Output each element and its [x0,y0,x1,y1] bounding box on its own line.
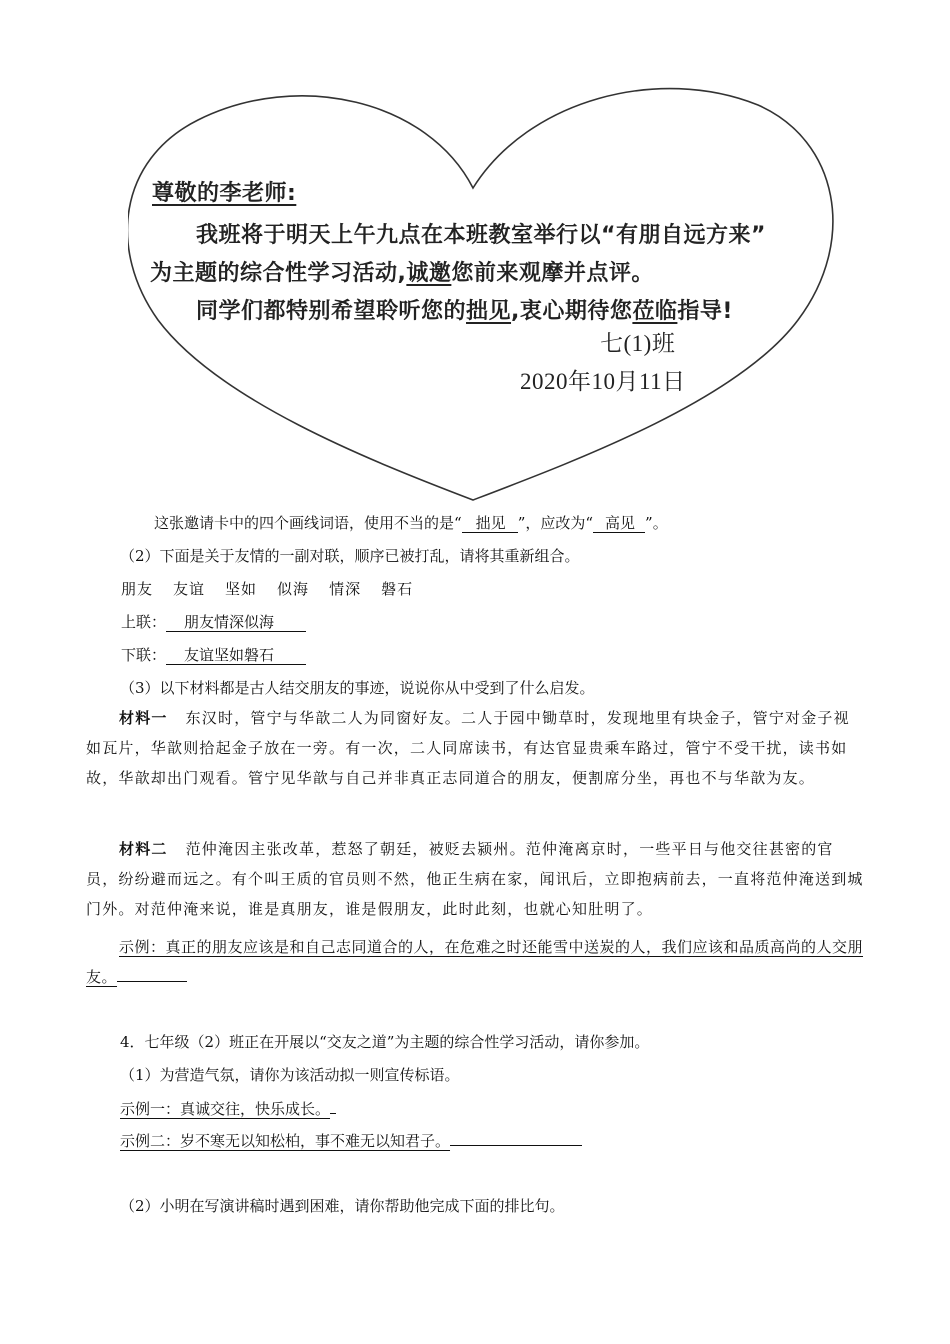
q3-example-text: 示例：真正的朋友应该是和自己志同道合的人，在危难之时还能雪中送炭的人，我们应该和品质高尚的人交朋友。 [86,938,864,986]
underlined-word-lilin: 莅临 [632,299,678,324]
underlined-word-chengyao: 诚邀 [406,261,452,286]
card-line-3-c: 指导! [677,299,733,324]
q4-example-1 [120,1098,336,1119]
card-line-2-a: 为主题的综合性学习活动, [150,261,407,286]
q4-example-1-text: 示例一：真诚交往，快乐成长。 [120,1100,331,1118]
card-date: 2020年10月11日 [520,369,686,394]
q2-lower-couplet [121,644,306,665]
card-line-1: 我班将于明天上午九点在本班教室举行以“有朋自远方来” [196,223,766,248]
q4-title: 4．七年级（2）班正在开展以“交友之道”为主题的综合性学习活动，请你参加。 [120,1033,650,1051]
heart-outline [128,80,838,505]
material-one-text: 东汉时，管宁与华歆二人为同窗好友。二人于园中锄草时，发现地里有块金子，管宁对金子视如瓦片，华歆则拾起金子放在一旁。有一次，二人同席读书，有达官显贵乘车路过，管宁不受干扰，读书如故，华歆却出门观看。管宁见华歆与自己并非真正志同道合的朋友，便割席分坐，再也不与华歆为友。 [86,709,850,787]
word-item: 磐石 [381,580,414,598]
card-line-3-a: 同学们都特别希望聆听您的 [196,299,467,324]
q2-upper-couplet [121,611,306,632]
upper-answer: 朋友情深似海 [166,614,306,632]
q3-example-answer [86,932,866,992]
card-salutation [152,176,296,207]
upper-label: 上联： [121,613,167,631]
q4-example-2-text: 示例二：岁不寒无以知松柏，事不难无以知君子。 [120,1132,451,1150]
lower-label: 下联： [121,646,167,664]
q1-answer-line [154,512,668,533]
q3-prompt: （3）以下材料都是古人结交朋友的事迹，说说你从中受到了什么启发。 [120,679,595,697]
word-item: 朋友 [121,580,154,598]
word-item: 情深 [329,580,362,598]
card-signature: 七(1)班 [600,331,676,356]
q1-text-a: 这张邀请卡中的四个画线词语，使用不当的是“ [154,514,462,532]
answer-blank-line [117,967,187,982]
underlined-word-zhuojian: 拙见 [466,299,512,324]
q1-answer-2: 高见 [593,515,645,533]
material-one-label: 材料一 [119,709,168,727]
answer-blank-line [450,1131,582,1146]
material-two [86,834,864,924]
word-item: 友谊 [173,580,206,598]
q2-word-list [121,578,413,599]
answer-blank-line [330,1099,336,1114]
q4-sub1: （1）为营造气氛，请你为该活动拟一则宣传标语。 [120,1066,460,1084]
lower-answer: 友谊坚如磐石 [166,647,306,665]
salutation-text: 尊敬的李老师: [152,181,297,206]
card-line-3-b: ,衷心期待您 [511,299,633,324]
q1-answer-1: 拙见 [462,515,518,533]
material-two-text: 范仲淹因主张改革，惹怒了朝廷，被贬去颍州。范仲淹离京时，一些平日与他交往甚密的官员，纷纷避而远之。有个叫王质的官员则不然，他正生病在家，闻讯后，立即抱病前去，一直将范仲淹送到城门外。对范仲淹来说，谁是真朋友，谁是假朋友，此时此刻，也就心知肚明了。 [86,840,864,918]
word-item: 坚如 [225,580,258,598]
q2-prompt: （2）下面是关于友情的一副对联，顺序已被打乱，请将其重新组合。 [120,547,580,565]
card-line-2 [150,256,654,287]
material-two-label: 材料二 [119,840,168,858]
word-item: 似海 [277,580,310,598]
q1-text-c: ”。 [645,514,668,532]
material-one [86,703,864,793]
card-line-3 [196,294,733,325]
card-line-2-b: 您前来观摩并点评。 [451,261,654,286]
q4-sub2: （2）小明在写演讲稿时遇到困难，请你帮助他完成下面的排比句。 [120,1197,565,1215]
q1-text-b: ”，应改为“ [517,514,594,532]
q4-example-2 [120,1130,582,1151]
